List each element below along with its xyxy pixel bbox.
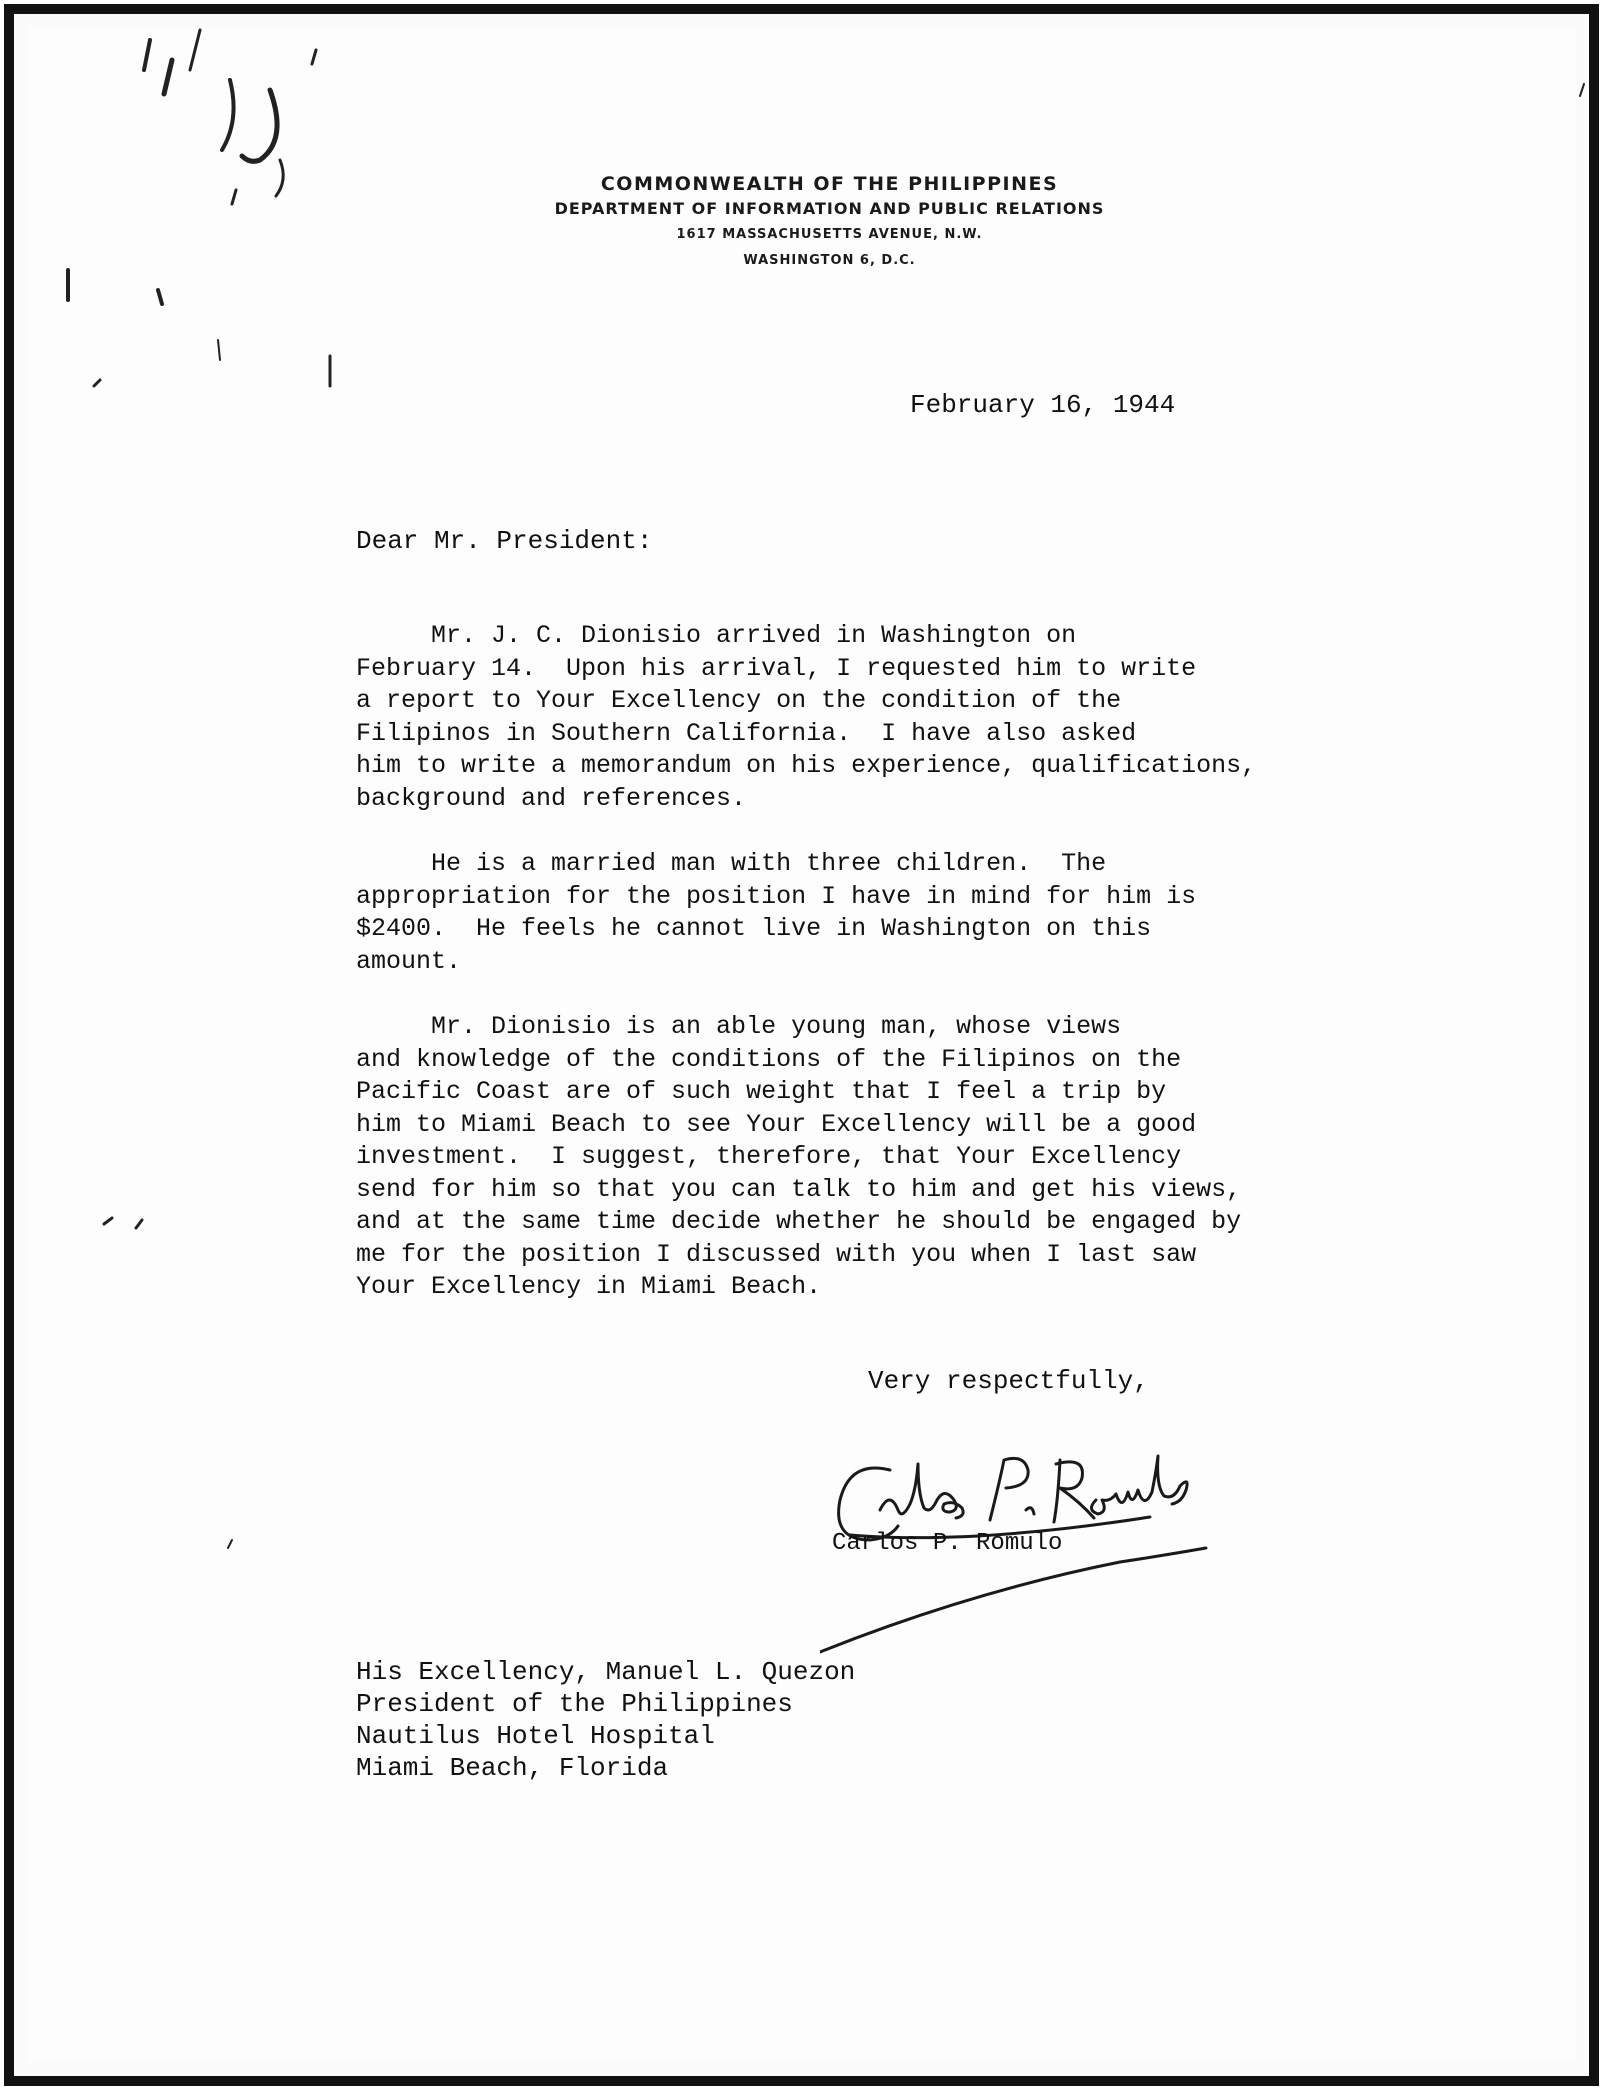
text-line: and at the same time decide whether he should be engaged by: [356, 1207, 1242, 1236]
address-line: Nautilus Hotel Hospital: [356, 1721, 715, 1751]
paragraph-1: [356, 620, 1356, 815]
letterhead-street: 1617 MASSACHUSETTS AVENUE, N.W.: [676, 227, 983, 242]
address-line: His Excellency, Manuel L. Quezon: [356, 1657, 856, 1687]
text-line: investment. I suggest, therefore, that Your Excellency: [356, 1142, 1182, 1171]
closing: Very respectfully,: [868, 1366, 1149, 1396]
text-line: Pacific Coast are of such weight that I feel a trip by: [356, 1077, 1167, 1106]
text-line: him to write a memorandum on his experience, qualifications,: [356, 751, 1257, 780]
text-line: and knowledge of the conditions of the Filipinos on the: [356, 1044, 1182, 1074]
text-line: appropriation for the position I have in mind for him is: [356, 881, 1197, 911]
text-line: Mr. Dionisio is an able young man, whose views: [356, 1012, 1122, 1041]
address-line: President of the Philippines: [356, 1689, 793, 1719]
paragraph-2: [356, 848, 1356, 978]
text-line: me for the position I discussed with you when I last saw: [356, 1239, 1197, 1269]
paragraph-3: [356, 1011, 1356, 1304]
salutation: Dear Mr. President:: [356, 526, 653, 556]
text-line: Filipinos in Southern California. I have also asked: [356, 718, 1137, 748]
letterhead-org: COMMONWEALTH OF THE PHILIPPINES: [600, 173, 1059, 195]
text-line: He is a married man with three children. The: [356, 849, 1107, 878]
address-line: Miami Beach, Florida: [356, 1753, 669, 1783]
text-line: a report to Your Excellency on the condition of the: [356, 686, 1122, 715]
typed-signature-name: Carlos P. Romulo: [832, 1530, 1063, 1557]
text-line: amount.: [356, 946, 462, 976]
text-line: Mr. J. C. Dionisio arrived in Washington on: [356, 621, 1077, 650]
letterhead-city: WASHINGTON 6, D.C.: [743, 253, 916, 268]
text-line: $2400. He feels he cannot live in Washington on this: [356, 914, 1152, 943]
letterhead-department: DEPARTMENT OF INFORMATION AND PUBLIC RELATIONS: [554, 199, 1105, 218]
letter-date: February 16, 1944: [910, 390, 1176, 420]
recipient-address: [356, 1656, 855, 1784]
text-line: background and references.: [356, 783, 747, 813]
text-line: February 14. Upon his arrival, I requested him to write: [356, 653, 1197, 683]
letterhead: [0, 172, 1619, 274]
text-line: send for him so that you can talk to him and get his views,: [356, 1174, 1242, 1204]
text-line: him to Miami Beach to see Your Excellency will be a good: [356, 1109, 1197, 1139]
text-line: Your Excellency in Miami Beach.: [356, 1272, 822, 1301]
